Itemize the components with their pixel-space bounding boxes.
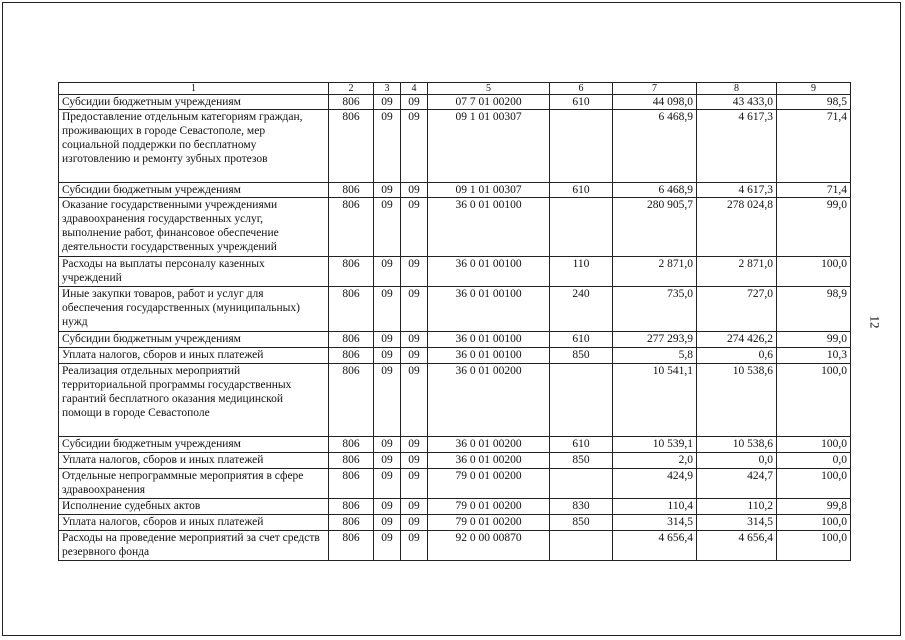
cell-subsection: 09 [401, 257, 428, 287]
table-row [59, 469, 851, 499]
cell-percent: 99,8 [777, 499, 851, 515]
cell-expense-type: 240 [550, 287, 613, 332]
row-name: Отдельные непрограммные мероприятия в сфере здравоохранения [59, 469, 329, 499]
cell-target-article: 09 1 01 00307 [428, 183, 550, 198]
row-name: Субсидии бюджетным учреждениям [59, 437, 329, 453]
cell-executed: 424,7 [697, 469, 777, 499]
row-name: Субсидии бюджетным учреждениям [59, 95, 329, 110]
column-header-3: 3 [374, 83, 401, 95]
table-row [59, 453, 851, 469]
cell-planned: 424,9 [613, 469, 697, 499]
table-row [59, 198, 851, 257]
table-row [59, 531, 851, 561]
cell-percent: 100,0 [777, 364, 851, 437]
cell-expense-type [550, 110, 613, 183]
cell-planned: 44 098,0 [613, 95, 697, 110]
cell-percent: 100,0 [777, 515, 851, 531]
cell-expense-type: 110 [550, 257, 613, 287]
cell-section: 09 [374, 499, 401, 515]
cell-ministry-code: 806 [329, 332, 374, 348]
cell-ministry-code: 806 [329, 437, 374, 453]
cell-target-article: 92 0 00 00870 [428, 531, 550, 561]
column-header-7: 7 [613, 83, 697, 95]
cell-planned: 277 293,9 [613, 332, 697, 348]
cell-planned: 110,4 [613, 499, 697, 515]
cell-section: 09 [374, 287, 401, 332]
column-header-9: 9 [777, 83, 851, 95]
cell-target-article: 36 0 01 00200 [428, 437, 550, 453]
cell-ministry-code: 806 [329, 183, 374, 198]
cell-percent: 100,0 [777, 437, 851, 453]
cell-planned: 314,5 [613, 515, 697, 531]
cell-subsection: 09 [401, 469, 428, 499]
cell-executed: 4 617,3 [697, 183, 777, 198]
cell-expense-type [550, 364, 613, 437]
page-number: 12 [867, 315, 883, 329]
cell-ministry-code: 806 [329, 348, 374, 364]
cell-expense-type: 830 [550, 499, 613, 515]
row-name: Уплата налогов, сборов и иных платежей [59, 453, 329, 469]
column-header-6: 6 [550, 83, 613, 95]
cell-section: 09 [374, 531, 401, 561]
cell-target-article: 36 0 01 00200 [428, 453, 550, 469]
cell-subsection: 09 [401, 364, 428, 437]
cell-expense-type: 610 [550, 95, 613, 110]
cell-subsection: 09 [401, 453, 428, 469]
cell-executed: 43 433,0 [697, 95, 777, 110]
cell-executed: 314,5 [697, 515, 777, 531]
cell-executed: 0,0 [697, 453, 777, 469]
table-row [59, 95, 851, 110]
row-name: Уплата налогов, сборов и иных платежей [59, 348, 329, 364]
cell-section: 09 [374, 183, 401, 198]
table-row [59, 183, 851, 198]
cell-subsection: 09 [401, 198, 428, 257]
row-name: Расходы на проведение мероприятий за счет средств резервного фонда [59, 531, 329, 561]
cell-section: 09 [374, 198, 401, 257]
cell-percent: 71,4 [777, 183, 851, 198]
cell-executed: 278 024,8 [697, 198, 777, 257]
table-row [59, 110, 851, 183]
column-header-5: 5 [428, 83, 550, 95]
cell-section: 09 [374, 110, 401, 183]
cell-target-article: 79 0 01 00200 [428, 499, 550, 515]
cell-planned: 735,0 [613, 287, 697, 332]
cell-executed: 0,6 [697, 348, 777, 364]
cell-planned: 6 468,9 [613, 183, 697, 198]
cell-subsection: 09 [401, 531, 428, 561]
cell-percent: 98,9 [777, 287, 851, 332]
cell-section: 09 [374, 95, 401, 110]
table-row [59, 499, 851, 515]
cell-percent: 100,0 [777, 531, 851, 561]
column-header-1: 1 [59, 83, 329, 95]
cell-section: 09 [374, 437, 401, 453]
cell-executed: 110,2 [697, 499, 777, 515]
cell-subsection: 09 [401, 287, 428, 332]
row-name: Расходы на выплаты персоналу казенных учреждений [59, 257, 329, 287]
cell-subsection: 09 [401, 437, 428, 453]
cell-planned: 5,8 [613, 348, 697, 364]
budget-table [58, 82, 851, 561]
cell-percent: 99,0 [777, 198, 851, 257]
row-name: Уплата налогов, сборов и иных платежей [59, 515, 329, 531]
cell-subsection: 09 [401, 95, 428, 110]
cell-expense-type: 850 [550, 453, 613, 469]
cell-subsection: 09 [401, 515, 428, 531]
row-name: Исполнение судебных актов [59, 499, 329, 515]
cell-percent: 0,0 [777, 453, 851, 469]
table-row [59, 437, 851, 453]
cell-ministry-code: 806 [329, 257, 374, 287]
cell-expense-type [550, 198, 613, 257]
cell-executed: 10 538,6 [697, 437, 777, 453]
cell-expense-type: 850 [550, 515, 613, 531]
cell-percent: 100,0 [777, 469, 851, 499]
cell-subsection: 09 [401, 348, 428, 364]
row-name: Иные закупки товаров, работ и услуг для обеспечения государственных (муниципальных) нужд [59, 287, 329, 332]
cell-executed: 4 656,4 [697, 531, 777, 561]
cell-planned: 10 541,1 [613, 364, 697, 437]
cell-expense-type: 610 [550, 437, 613, 453]
cell-section: 09 [374, 332, 401, 348]
cell-expense-type: 610 [550, 332, 613, 348]
cell-percent: 98,5 [777, 95, 851, 110]
cell-executed: 10 538,6 [697, 364, 777, 437]
cell-target-article: 36 0 01 00100 [428, 257, 550, 287]
table-row [59, 332, 851, 348]
cell-target-article: 07 7 01 00200 [428, 95, 550, 110]
table-row [59, 364, 851, 437]
table-row [59, 515, 851, 531]
cell-planned: 4 656,4 [613, 531, 697, 561]
cell-section: 09 [374, 348, 401, 364]
cell-subsection: 09 [401, 499, 428, 515]
cell-ministry-code: 806 [329, 531, 374, 561]
cell-expense-type: 610 [550, 183, 613, 198]
cell-planned: 2 871,0 [613, 257, 697, 287]
table-row [59, 257, 851, 287]
cell-target-article: 36 0 01 00100 [428, 332, 550, 348]
cell-executed: 4 617,3 [697, 110, 777, 183]
row-name: Субсидии бюджетным учреждениям [59, 332, 329, 348]
cell-expense-type [550, 531, 613, 561]
cell-target-article: 36 0 01 00200 [428, 364, 550, 437]
cell-planned: 280 905,7 [613, 198, 697, 257]
cell-ministry-code: 806 [329, 95, 374, 110]
cell-target-article: 79 0 01 00200 [428, 469, 550, 499]
cell-target-article: 79 0 01 00200 [428, 515, 550, 531]
column-header-4: 4 [401, 83, 428, 95]
column-header-8: 8 [697, 83, 777, 95]
cell-ministry-code: 806 [329, 364, 374, 437]
cell-expense-type [550, 469, 613, 499]
table-row [59, 348, 851, 364]
row-name: Реализация отдельных мероприятий территориальной программы государственных гарантий бесплатного оказания медицинской помощи в городе Севастополе [59, 364, 329, 437]
cell-expense-type: 850 [550, 348, 613, 364]
cell-subsection: 09 [401, 183, 428, 198]
cell-section: 09 [374, 453, 401, 469]
cell-planned: 10 539,1 [613, 437, 697, 453]
cell-ministry-code: 806 [329, 453, 374, 469]
cell-section: 09 [374, 364, 401, 437]
header-row [59, 83, 851, 95]
cell-ministry-code: 806 [329, 469, 374, 499]
row-name: Предоставление отдельным категориям граждан, проживающих в городе Севастополе, мер социальной поддержки по бесплатному изготовлению и ремонту зубных протезов [59, 110, 329, 183]
cell-target-article: 36 0 01 00100 [428, 198, 550, 257]
cell-percent: 100,0 [777, 257, 851, 287]
cell-target-article: 09 1 01 00307 [428, 110, 550, 183]
cell-section: 09 [374, 257, 401, 287]
cell-ministry-code: 806 [329, 515, 374, 531]
cell-target-article: 36 0 01 00100 [428, 287, 550, 332]
cell-executed: 2 871,0 [697, 257, 777, 287]
cell-section: 09 [374, 515, 401, 531]
cell-executed: 274 426,2 [697, 332, 777, 348]
cell-target-article: 36 0 01 00100 [428, 348, 550, 364]
row-name: Субсидии бюджетным учреждениям [59, 183, 329, 198]
column-header-2: 2 [329, 83, 374, 95]
row-name: Оказание государственными учреждениями здравоохранения государственных услуг, выполнение работ, финансовое обеспечение деятельности государственных учреждений [59, 198, 329, 257]
cell-ministry-code: 806 [329, 499, 374, 515]
cell-percent: 71,4 [777, 110, 851, 183]
cell-subsection: 09 [401, 332, 428, 348]
cell-ministry-code: 806 [329, 198, 374, 257]
cell-subsection: 09 [401, 110, 428, 183]
cell-percent: 10,3 [777, 348, 851, 364]
cell-percent: 99,0 [777, 332, 851, 348]
cell-planned: 2,0 [613, 453, 697, 469]
cell-section: 09 [374, 469, 401, 499]
cell-ministry-code: 806 [329, 287, 374, 332]
cell-planned: 6 468,9 [613, 110, 697, 183]
cell-executed: 727,0 [697, 287, 777, 332]
table-row [59, 287, 851, 332]
cell-ministry-code: 806 [329, 110, 374, 183]
